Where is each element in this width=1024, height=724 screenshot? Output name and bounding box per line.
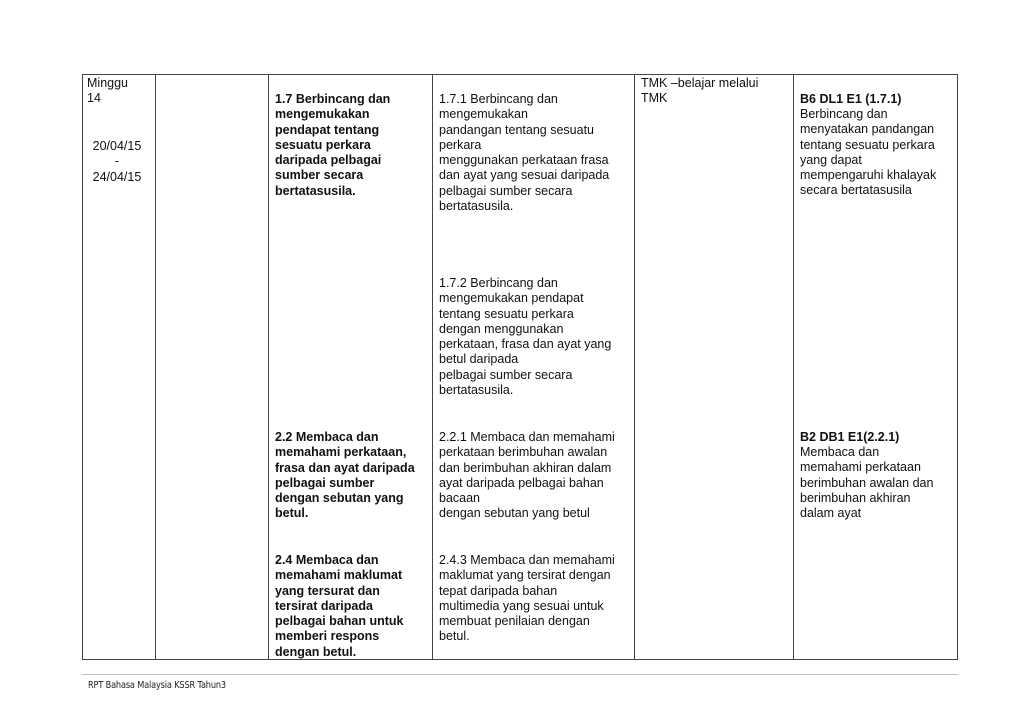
content-standard-2-2: 2.2 Membaca dan memahami perkataan, frasa dan ayat daripada pelbagai sumber dengan sebutan yang betul.: [275, 430, 415, 521]
column-notes: [635, 75, 794, 659]
week-label: Minggu 14: [87, 76, 128, 106]
evidence-text-2: Membaca dan memahami perkataan berimbuhan awalan dan berimbuhan akhiran dalam ayat: [800, 445, 934, 521]
footer-divider: [82, 674, 958, 675]
learning-standard-1-7-1: 1.7.1 Berbincang dan mengemukakan pandangan tentang sesuatu perkara menggunakan perkataan frasa dan ayat yang sesuai daripada pelbagai sumber secara bertatasusila.: [439, 92, 610, 214]
footer-text: RPT Bahasa Malaysia KSSR Tahun3: [88, 680, 226, 691]
week-dates: 20/04/15 - 24/04/15: [92, 139, 142, 184]
content-standard-1-7: 1.7 Berbincang dan mengemukakan pendapat tentang sesuatu perkara daripada pelbagai sumber secara bertatasusila.: [275, 92, 391, 198]
learning-standard-2-4-3: 2.4.3 Membaca dan memahami maklumat yang tersirat dengan tepat daripada bahan multimedia yang sesuai untuk membuat penilaian dengan betul.: [439, 553, 615, 644]
notes-tmk: TMK –belajar melalui TMK: [641, 76, 759, 106]
column-theme: [156, 75, 269, 659]
lesson-plan-table: [82, 74, 958, 660]
evidence-code-1: B6 DL1 E1 (1.7.1): [800, 92, 902, 106]
content-standard-2-4: 2.4 Membaca dan memahami maklumat yang tersurat dan tersirat daripada pelbagai bahan untuk memberi respons dengan betul.: [275, 553, 404, 659]
evidence-text-1: Berbincang dan menyatakan pandangan tentang sesuatu perkara yang dapat mempengaruhi khalayak secara bertatasusila: [800, 107, 937, 198]
learning-standard-2-2-1: 2.2.1 Membaca dan memahami perkataan berimbuhan awalan dan berimbuhan akhiran dalam ayat daripada pelbagai bahan bacaan dengan sebutan yang betul: [439, 430, 615, 521]
learning-standard-1-7-2: 1.7.2 Berbincang dan mengemukakan pendapat tentang sesuatu perkara dengan menggunakan perkataan, frasa dan ayat yang betul daripada pelbagai sumber secara bertatasusila.: [439, 276, 612, 398]
evidence-code-2: B2 DB1 E1(2.2.1): [800, 430, 900, 444]
